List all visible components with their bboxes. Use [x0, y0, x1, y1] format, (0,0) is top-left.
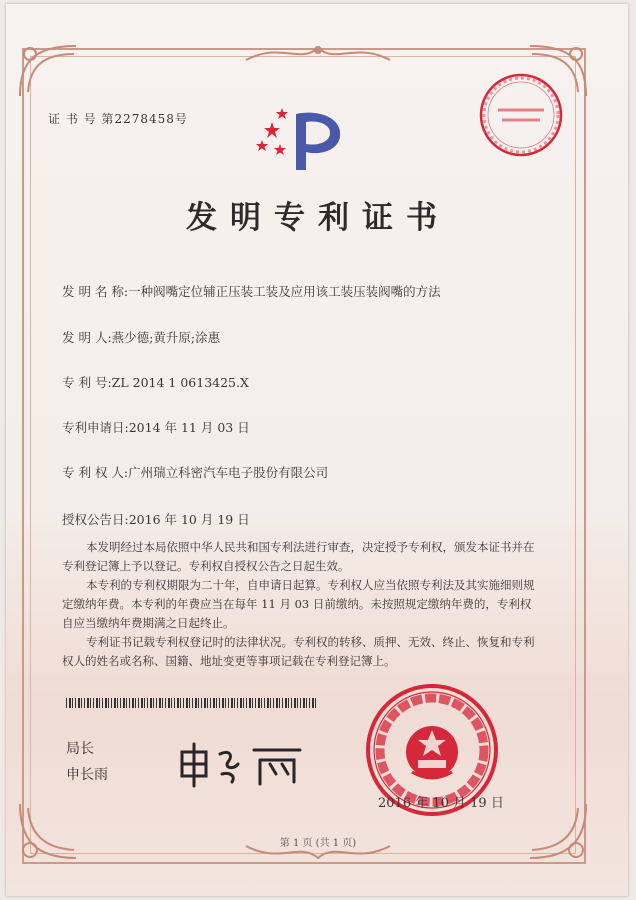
barcode [66, 698, 316, 708]
field-inventor [62, 328, 220, 346]
certificate-title: 发明专利证书 [186, 200, 450, 236]
corner-ornament-icon [16, 40, 86, 100]
field-value: 2014 年 11 月 03 日 [128, 420, 250, 435]
body-paragraph: 本发明经过本局依照中华人民共和国专利法进行审查，决定授予专利权，颁发本证书并在专利登记簿上予以登记。专利权自授权公告之日起生效。 [62, 540, 535, 573]
director-name: 申长雨 [66, 767, 108, 783]
certificate-body [62, 538, 542, 671]
corner-ornament-icon [16, 800, 86, 866]
field-filing-date [62, 418, 250, 436]
field-patentee [62, 463, 328, 481]
district-ip-stamp [476, 70, 566, 164]
field-value: 燕少德;黄升原;涂惠 [111, 330, 221, 345]
page-number: 第 1 页 (共 1 页) [279, 838, 357, 849]
field-label: 专 利 号: [62, 375, 112, 390]
field-label: 发 明 名 称: [62, 284, 129, 299]
corner-ornament-icon [520, 800, 590, 866]
body-paragraph: 专利证书记载专利权登记时的法律状况。专利权的转移、质押、无效、终止、恢复和专利权人的姓名或名称、国籍、地址变更等事项记载在专利登记簿上。 [62, 635, 535, 668]
top-ornament-icon [240, 40, 396, 68]
seal-date: 2016 年 10 月 19 日 [378, 796, 504, 811]
field-grant-date [62, 510, 250, 528]
field-value: 广州瑞立科密汽车电子股份有限公司 [128, 465, 329, 480]
field-value: 一种阀嘴定位辅正压装工装及应用该工装压装阀嘴的方法 [128, 284, 441, 299]
certificate-number: 证 书 号 第2278458号 [48, 112, 188, 126]
field-label: 专 利 权 人: [62, 465, 129, 480]
field-value: 2016 年 10 月 19 日 [128, 512, 250, 527]
patent-office-logo-icon [252, 100, 352, 184]
field-label: 授权公告日: [62, 512, 129, 527]
field-value: ZL 2014 1 0613425.X [111, 375, 249, 390]
director-signature [176, 740, 306, 794]
field-label: 专利申请日: [62, 420, 129, 435]
director-title: 局长 [66, 741, 94, 757]
field-patent-number [62, 373, 249, 391]
body-paragraph: 本专利的专利权期限为二十年，自申请日起算。专利权人应当依照专利法及其实施细则规定缴纳年费。本专利的年费应当在每年 11 月 03 日前缴纳。未按照规定缴纳年费的，专利权自应当缴纳年费期满之日起终止。 [62, 578, 535, 630]
field-invention-name [62, 282, 441, 300]
field-label: 发 明 人: [62, 330, 112, 345]
